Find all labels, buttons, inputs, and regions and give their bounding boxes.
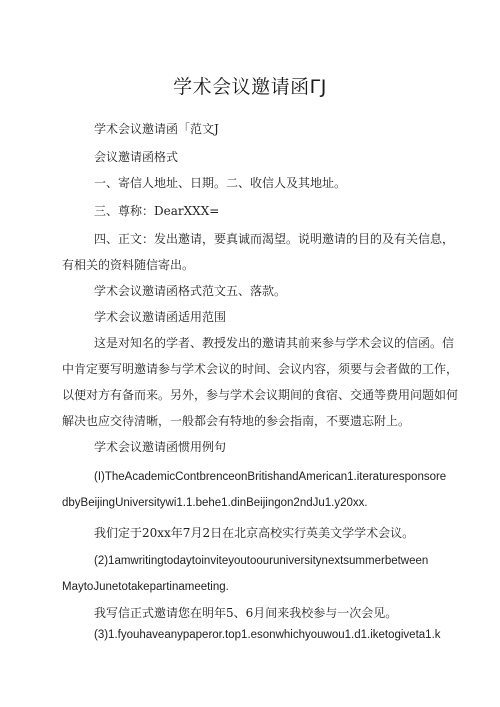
paragraph-line: 我写信正式邀请您在明年5、6月间来我校参与一次会见。 xyxy=(94,606,398,620)
paragraph-line: 学术会议邀请函惯用例句 xyxy=(94,440,227,454)
paragraph-line: 学术会议邀请函适用范围 xyxy=(94,310,227,324)
paragraph-line: MaytoJunetotakepartinameeting. xyxy=(62,581,229,593)
paragraph-line: 会议邀请函格式 xyxy=(94,150,179,164)
paragraph-line: (2)1amwritingtodaytoinviteyoutoouruniversitynextsummerbetween xyxy=(94,555,429,567)
document-title: 学术会议邀请函ΓJ xyxy=(173,76,327,98)
paragraph-line: 学术会议邀请函「范文J xyxy=(94,122,219,136)
paragraph-line: 这是对知名的学者、教授发出的邀请其前来参与学术会议的信函。信 xyxy=(94,336,455,350)
paragraph-line: dbyBeijingUniversitywi1.1.behe1.dinBeijingon2ndJu1.y20xx. xyxy=(62,497,368,509)
paragraph-line: 以便对方有备而来。另外，参与学术会议期间的食宿、交通等费用问题如何 xyxy=(62,388,459,402)
paragraph-line: 有相关的资料随信寄出。 xyxy=(62,258,195,272)
paragraph-line: 中肯定要写明邀请参与学术会议的时间、会议内容，须要与会者做的工作， xyxy=(62,362,459,376)
paragraph-line: 学术会议邀请函格式范文五、落款。 xyxy=(94,284,287,298)
paragraph-line: 四、正文：发出邀请，要真诚而渴望。说明邀请的目的及有关信息， xyxy=(94,232,455,246)
paragraph-line: 我们定于20xx年7月2日在北京高校实行英美文学学术会议。 xyxy=(94,526,415,540)
paragraph-line: 一、寄信人地址、日期。二、收信人及其地址。 xyxy=(94,176,347,190)
paragraph-line: (3)1.fyouhaveanypaperor.top1.esonwhichyouwou1.d1.iketogiveta1.k xyxy=(94,629,441,641)
paragraph-line: 三、尊称：DearXXX= xyxy=(94,204,220,218)
paragraph-line: 解决也应交待清晰，一般都会有特地的参会指南，不要遗忘附上。 xyxy=(62,414,411,428)
paragraph-line: (I)TheAcademicContbrenceonBritishandAmerican1.iteraturesponsore xyxy=(94,471,447,483)
